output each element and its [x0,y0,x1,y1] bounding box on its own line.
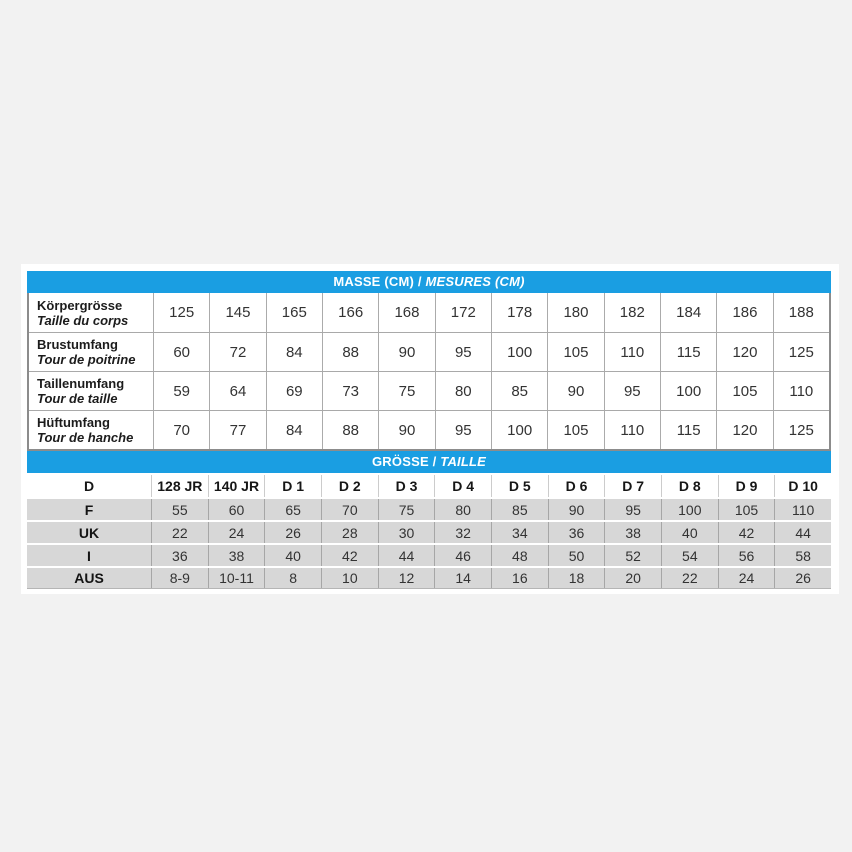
size-value-cell: 28 [321,522,378,543]
size-value-cell: 38 [208,545,265,566]
size-value-cell: 20 [604,568,661,588]
measurement-label-de: Brustumfang [37,337,118,352]
measurement-value-cell: 75 [378,372,434,410]
measurement-row [29,332,829,371]
measurement-label-de: Hüftumfang [37,415,110,430]
measurement-value-cell: 110 [773,372,829,410]
size-value-cell: 8 [264,568,321,588]
size-value-cell: 44 [378,545,435,566]
measurement-value-cell: 105 [547,333,603,371]
size-value-cell: 22 [151,522,208,543]
size-value-cell: 26 [264,522,321,543]
size-value-cell: 75 [378,499,435,520]
size-value-cell: 16 [491,568,548,588]
size-value-cell: D 4 [434,475,491,497]
sizes-header-label: GRÖSSE / [372,454,441,469]
measurement-value-cell: 60 [153,333,209,371]
measurement-value-cell: 90 [378,333,434,371]
size-value-cell: 24 [718,568,775,588]
measurement-value-cell: 88 [322,411,378,449]
size-value-cell: 70 [321,499,378,520]
measurement-row [29,371,829,410]
measurement-label-fr: Tour de taille [37,391,118,406]
size-value-cell: 54 [661,545,718,566]
size-value-cell: 60 [208,499,265,520]
size-row [27,475,831,497]
size-value-cell: D 3 [378,475,435,497]
sizes-header-label-fr: TAILLE [440,454,486,469]
size-chart-table [27,271,831,589]
measurement-value-cell: 178 [491,293,547,332]
measurement-value-cell: 125 [773,333,829,371]
size-value-cell: 44 [774,522,831,543]
size-value-cell: 30 [378,522,435,543]
measurement-value-cell: 72 [209,333,265,371]
size-row [27,568,831,589]
size-chart-card [21,264,839,594]
size-value-cell: 18 [548,568,605,588]
size-value-cell: 55 [151,499,208,520]
measurement-value-cell: 90 [378,411,434,449]
measurement-value-cell: 110 [604,411,660,449]
measurement-value-cell: 120 [716,333,772,371]
size-value-cell: 80 [434,499,491,520]
size-value-cell: D 10 [774,475,831,497]
measurement-value-cell: 77 [209,411,265,449]
measurement-value-cell: 165 [266,293,322,332]
measurement-value-cell: 188 [773,293,829,332]
measurement-value-cell: 125 [773,411,829,449]
size-value-cell: 26 [774,568,831,588]
measurement-value-cell: 70 [153,411,209,449]
size-value-cell: 65 [264,499,321,520]
measurement-value-cell: 90 [547,372,603,410]
measurement-value-cell: 105 [716,372,772,410]
measurement-value-cell: 125 [153,293,209,332]
size-value-cell: 40 [264,545,321,566]
size-row [27,499,831,520]
size-value-cell: 34 [491,522,548,543]
size-region-label-cell: D [27,475,151,497]
size-value-cell: 110 [774,499,831,520]
size-region-label-cell: F [27,499,151,520]
measurement-value-cell: 95 [435,333,491,371]
size-region-label-cell: UK [27,522,151,543]
measurement-label-de: Körpergrösse [37,297,123,313]
measurement-value-cell: 180 [547,293,603,332]
measurement-label-fr: Tour de poitrine [37,352,136,367]
measurement-value-cell: 184 [660,293,716,332]
measurement-value-cell: 95 [604,372,660,410]
measurement-value-cell: 182 [604,293,660,332]
size-value-cell: D 8 [661,475,718,497]
size-region-label-cell: I [27,545,151,566]
measurement-value-cell: 73 [322,372,378,410]
measurement-label-cell [29,372,153,410]
size-value-cell: 8-9 [151,568,208,588]
size-value-cell: 46 [434,545,491,566]
size-value-cell: 14 [434,568,491,588]
measurement-value-cell: 88 [322,333,378,371]
size-row [27,522,831,543]
size-value-cell: 42 [718,522,775,543]
size-value-cell: 38 [604,522,661,543]
measurement-value-cell: 80 [435,372,491,410]
size-value-cell: 105 [718,499,775,520]
measurement-value-cell: 115 [660,333,716,371]
size-value-cell: 95 [604,499,661,520]
measurement-value-cell: 186 [716,293,772,332]
measurement-value-cell: 105 [547,411,603,449]
measurements-header-bar [27,271,831,293]
measurement-value-cell: 100 [491,333,547,371]
size-value-cell: 128 JR [151,475,208,497]
measurement-value-cell: 100 [491,411,547,449]
measurement-label-cell [29,333,153,371]
measurement-row [29,293,829,332]
measurement-value-cell: 166 [322,293,378,332]
size-value-cell: 32 [434,522,491,543]
size-value-cell: 24 [208,522,265,543]
measurement-value-cell: 84 [266,411,322,449]
size-value-cell: 90 [548,499,605,520]
size-value-cell: D 5 [491,475,548,497]
size-value-cell: D 7 [604,475,661,497]
size-row [27,545,831,566]
size-value-cell: 58 [774,545,831,566]
measurement-value-cell: 85 [491,372,547,410]
measurement-value-cell: 115 [660,411,716,449]
size-value-cell: D 1 [264,475,321,497]
measurement-value-cell: 59 [153,372,209,410]
measurement-value-cell: 69 [266,372,322,410]
size-value-cell: 48 [491,545,548,566]
measurements-header-label-fr: MESURES (CM) [425,274,525,289]
size-value-cell: 56 [718,545,775,566]
measurement-label-fr: Tour de hanche [37,430,134,445]
size-value-cell: 50 [548,545,605,566]
size-value-cell: 36 [151,545,208,566]
measurement-value-cell: 64 [209,372,265,410]
size-value-cell: 42 [321,545,378,566]
size-region-label-cell: AUS [27,568,151,588]
sizes-grid [27,475,831,589]
measurement-label-cell [29,293,153,332]
size-value-cell: 100 [661,499,718,520]
measurement-value-cell: 95 [435,411,491,449]
measurement-value-cell: 172 [435,293,491,332]
sizes-header-bar [27,451,831,473]
measurement-value-cell: 84 [266,333,322,371]
measurement-label-de: Taillenumfang [37,376,125,391]
size-value-cell: D 9 [718,475,775,497]
size-value-cell: 10-11 [208,568,265,588]
measurement-value-cell: 120 [716,411,772,449]
size-value-cell: 85 [491,499,548,520]
measurement-value-cell: 110 [604,333,660,371]
measurement-label-cell [29,411,153,449]
size-value-cell: 22 [661,568,718,588]
measurement-row [29,410,829,449]
measurement-value-cell: 145 [209,293,265,332]
size-value-cell: 140 JR [208,475,265,497]
measurement-value-cell: 100 [660,372,716,410]
size-value-cell: 36 [548,522,605,543]
measurement-label-fr: Taille du corps [37,312,129,328]
size-value-cell: D 6 [548,475,605,497]
size-value-cell: 10 [321,568,378,588]
size-value-cell: 52 [604,545,661,566]
size-value-cell: 12 [378,568,435,588]
size-value-cell: 40 [661,522,718,543]
measurements-grid [27,293,831,451]
size-value-cell: D 2 [321,475,378,497]
measurements-header-label: MASSE (CM) / [333,274,426,289]
measurement-value-cell: 168 [378,293,434,332]
